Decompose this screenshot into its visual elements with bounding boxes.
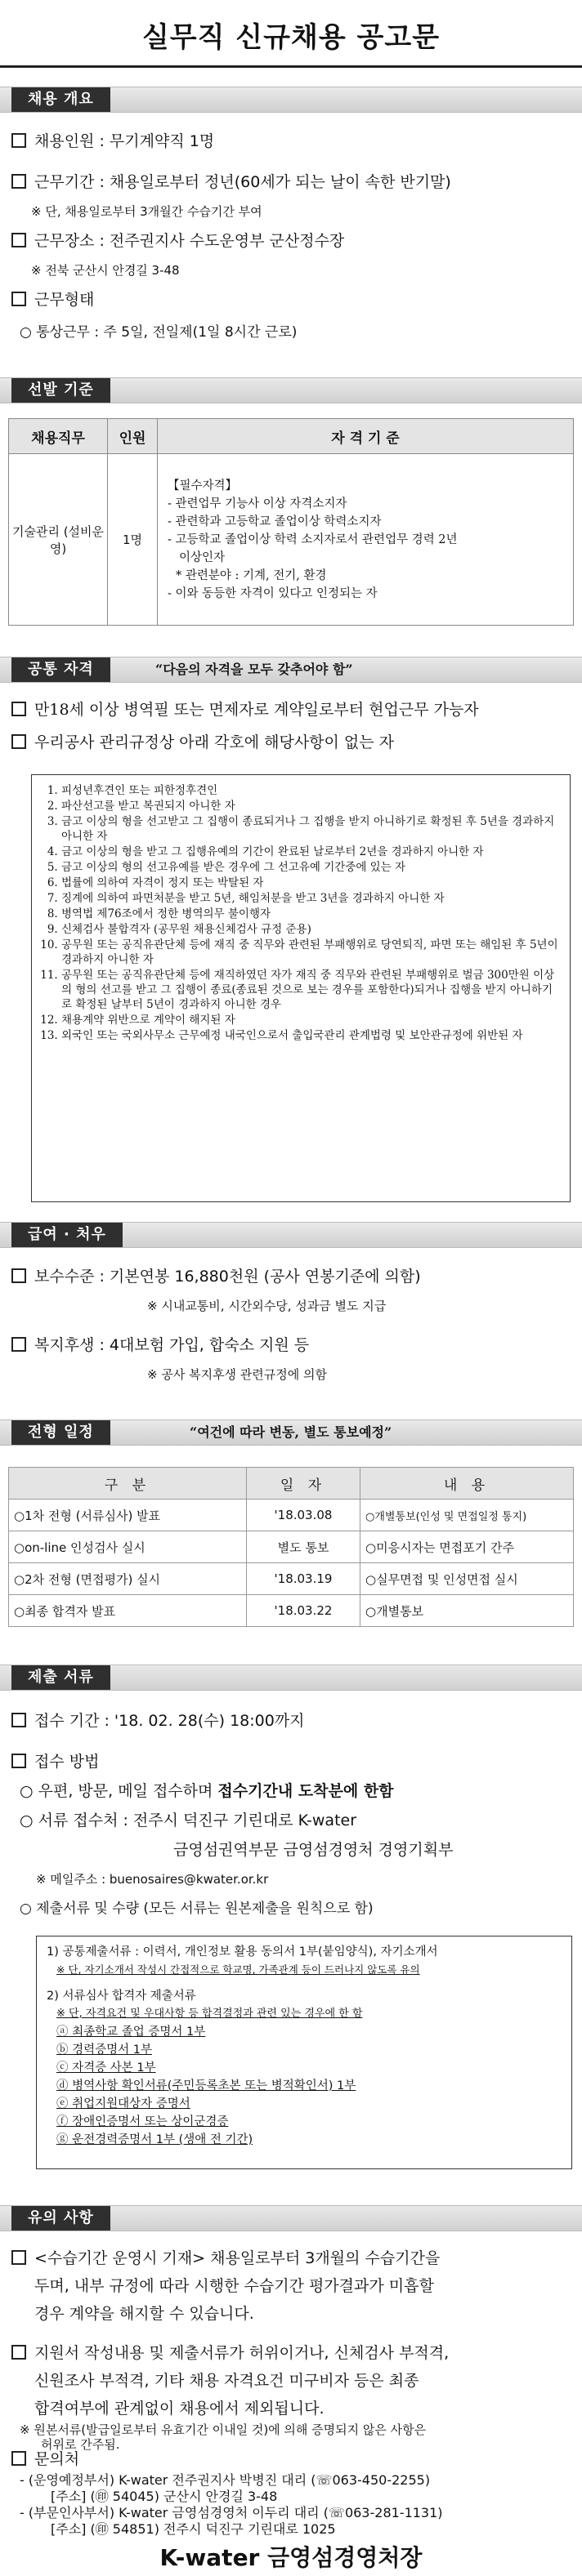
recruit-count: 채용인원 : 무기계약직 1명	[11, 131, 214, 152]
notice-false-docs: 지원서 작성내용 및 제출서류가 허위이거나, 신체검사 부적격,	[11, 2342, 449, 2364]
section-bar-schedule	[0, 1419, 582, 1446]
table-row: ○2차 전형 (면접평가) 실시 '18.03.19 ○실무면접 및 인성면접 실시	[9, 1563, 574, 1595]
pass-doc-item: ⓕ 장애인증명서 또는 상이군경증	[56, 2115, 229, 2128]
original-docs-note: 허위로 간주됨.	[41, 2437, 120, 2452]
section-label: 선발 기준	[11, 378, 110, 403]
schedule-table	[8, 1467, 574, 1627]
notice-probation-line: 경우 계약을 해지할 수 있습니다.	[34, 2305, 254, 2323]
notice-probation: <수습기간 운영시 기재> 채용일로부터 3개월의 수습기간을	[11, 2248, 440, 2269]
common-docs-note: ※ 단, 자기소개서 작성시 간접적으로 학교명, 가족관계 등이 드러나지 않도록 유의	[56, 1963, 420, 1976]
method-line: ○ 우편, 방문, 메일 접수하며 접수기간내 도착분에 한함	[20, 1782, 394, 1800]
disqualification-box	[31, 774, 571, 1202]
common-docs: 1) 공통제출서류 : 이력서, 개인정보 활용 동의서 1부(붙임양식), 자기소개서	[47, 1945, 438, 1959]
section-label: 전형 일정	[11, 1420, 110, 1445]
section-bar-salary	[0, 1222, 582, 1248]
table-row: ○1차 전형 (서류심사) 발표 '18.03.08 ○개별통보(인성 및 면접일정 통지)	[9, 1500, 574, 1531]
th-content: 내 용	[360, 1468, 574, 1500]
probation-note: ※ 단, 채용일로부터 3개월간 수습기간 부여	[31, 204, 262, 219]
original-docs-note: ※ 원본서류(발급일로부터 유효기간 이내일 것)에 의해 증명되지 않은 사항은	[20, 2422, 427, 2437]
criteria-table	[8, 418, 574, 626]
welfare: 복지후생 : 4대보험 가입, 합숙소 지원 등	[11, 1335, 309, 1356]
checkbox-icon	[11, 2451, 26, 2466]
documents-box	[36, 1936, 572, 2169]
section-bar-documents	[0, 1665, 582, 1691]
title-rule	[0, 65, 582, 68]
table-row: ○on-line 인성검사 실시 별도 통보 ○미응시자는 면접포기 간주	[9, 1531, 574, 1563]
checkbox-icon	[11, 734, 26, 749]
checkbox-icon	[11, 1754, 26, 1768]
section-note: “다음의 자격을 모두 갖추어야 함”	[155, 662, 353, 677]
th-category: 구 분	[9, 1468, 247, 1500]
checkbox-icon	[11, 702, 26, 716]
notice-false-docs-line: 합격여부에 관계없이 채용에서 제외됩니다.	[34, 2400, 325, 2418]
section-label: 유의 사항	[11, 2206, 110, 2231]
section-label: 급여 · 처우	[11, 1223, 123, 1247]
notice-false-docs-line: 신원조사 부적격, 기타 채용 자격요건 미구비자 등은 최종	[34, 2372, 419, 2390]
footer-signature: K-water 금영섬경영처장	[159, 2544, 423, 2571]
pass-docs-note: ※ 단, 자격요건 및 우대사항 등 합격결정과 관련 있는 경우에 한 함	[56, 2008, 363, 2020]
common-item-2: 우리공사 관리규정상 아래 각호에 해당사항이 없는 자	[11, 732, 394, 753]
th-qual: 자 격 기 준	[158, 419, 574, 454]
contact-title-visible: 문의처	[11, 2449, 79, 2470]
section-bar-criteria	[0, 377, 582, 403]
salary-level: 보수수준 : 기본연봉 16,880천원 (공사 연봉기준에 의함)	[11, 1266, 421, 1287]
checkbox-icon	[11, 1268, 26, 1283]
deadline: 접수 기간 : '18. 02. 28(수) 18:00까지	[11, 1710, 305, 1731]
checkbox-icon	[11, 2345, 26, 2360]
section-note: “여건에 따라 변동, 별도 통보예정”	[190, 1424, 392, 1440]
pass-doc-item: ⓒ 자격증 사본 1부	[56, 2061, 156, 2075]
section-label: 공통 자격	[11, 657, 110, 682]
pass-docs-title: 2) 서류심사 합격자 제출서류	[47, 1990, 196, 2003]
count-cell: 1명	[108, 454, 158, 626]
notice-probation-line: 두며, 내부 규정에 따라 시행한 수습기간 평가결과가 미흡할	[34, 2277, 434, 2295]
contact-hr: - (부문인사부서) K-water 금영섬경영처 이두리 대리 (☏063-281-1131)	[20, 2505, 443, 2520]
section-label: 제출 서류	[11, 1665, 110, 1690]
salary-note: ※ 시내교통비, 시간외수당, 성과금 별도 지급	[147, 1299, 387, 1313]
work-type: 근무형태	[11, 289, 94, 310]
th-job: 채용직무	[9, 419, 108, 454]
pass-doc-item: ⓑ 경력증명서 1부	[56, 2043, 152, 2057]
submit-to-dept: 금영섬권역부문 금영섬경영처 경영기획부	[173, 1841, 454, 1859]
pass-doc-item: ⓔ 취업지원대상자 증명서	[56, 2097, 190, 2110]
method-emphasis: 접수기간내 도착분에 한함	[217, 1782, 394, 1800]
work-period: 근무기간 : 채용일로부터 정년(60세가 되는 날이 속한 반기말)	[11, 172, 451, 193]
section-bar-common	[0, 657, 582, 683]
disqualification-list: 1. 피성년후견인 또는 피한정후견인 2. 파산선고를 받고 복권되지 아니한 자 3. 금고 이상의 형을 선고받고 그 집행이 종료되거나 그 집행을 받지 아니하기로 확정된 후 5년을 경과하지 아니한 자 4. 금고 이상의 형을 받고 그 집행유예의 기간이 완료된 날로부터 2년을 경과하지 아니한 자 5. 금고 이상의 형의 선고유예를 받은 경우에 그 선고유예 기간중에 있는 자 6. 법률에 의하여 자격이 정지 또는 박탈된 자 7. 징계에 의하여 파면처분을 받고 5년, 해임처분을 받고 3년을 경과하지 아니한 자 8. 병역법 제76조에서 정한 병역의무 불이행자 9. 신체검사 불합격자 (공무원 채용신체검사 규정 준용) 10. 공무원 또는 공직유관단체 등에 재직 중 직무와 관련된 부패행위로 당연퇴직, 파면 또는 해임된 후 5년이 경과하지 아니한 자 11. 공무원 또는 공직유관단체 등에 재직하였던 자가 재직 중 직무와 관련된 부패행위로 벌금 300만원 이상의 형의 선고를 받고 그 집행이 종료(종료된 것으로 보는 경우를 포함한다)되거나 집행을 받지 아니하기로 확정된 날부터 5년이 경과하지 아니한 경우 12. 채용계약 위반으로 계약이 해지된 자 13. 외국인 또는 국외사무소 근무예정 내국인으로서 출입국관리 관계법령 및 보안관규정에 위반된 자	[42, 783, 563, 1043]
pass-doc-item: ⓓ 병역사항 확인서류(주민등록초본 또는 병적확인서) 1부	[56, 2079, 356, 2092]
pass-doc-item: ⓖ 운전경력증명서 1부 (생애 전 기간)	[56, 2133, 253, 2146]
submit-to: ○ 서류 접수처 : 전주시 덕진구 기린대로 K-water	[20, 1812, 357, 1829]
contact-operating: - (운영예정부서) K-water 전주권지사 박병진 대리 (☏063-450-2255)	[20, 2472, 431, 2488]
th-count: 인원	[108, 419, 158, 454]
job-cell: 기술관리 (설비운영)	[9, 454, 108, 626]
checkbox-icon	[11, 2250, 26, 2265]
work-type-detail: ○ 통상근무 : 주 5일, 전일제(1일 8시간 근로)	[20, 324, 298, 341]
checkbox-icon	[11, 133, 26, 148]
table-row: ○최종 합격자 발표 '18.03.22 ○개별통보	[9, 1595, 574, 1627]
section-bar-notes	[0, 2205, 582, 2231]
contact-hr-address: [주소] (㊞ 54851) 전주시 덕진구 기린대로 1025	[51, 2521, 336, 2537]
contact-operating-address: [주소] (㊞ 54045) 군산시 안경길 3-48	[51, 2489, 278, 2504]
checkbox-icon	[11, 292, 26, 306]
section-bar-overview	[0, 87, 582, 113]
method-title: 접수 방법	[11, 1751, 99, 1772]
address-note: ※ 전북 군산시 안경길 3-48	[31, 263, 180, 278]
common-item-1: 만18세 이상 병역필 또는 면제자로 계약일로부터 현업근무 가능자	[11, 699, 479, 720]
checkbox-icon	[11, 1713, 26, 1727]
checkbox-icon	[11, 233, 26, 247]
docs-title: ○ 제출서류 및 수량 (모든 서류는 원본제출을 원칙으로 함)	[20, 1901, 374, 1917]
pass-doc-item: ⓐ 최종학교 졸업 증명서 1부	[56, 2026, 206, 2039]
welfare-note: ※ 공사 복지후생 관련규정에 의함	[147, 1367, 328, 1382]
qual-cell: 【필수자격】 - 관련업무 기능사 이상 자격소지자 - 관련학과 고등학교 졸업이상 학력소지자 - 고등학교 졸업이상 학력 소지자로서 관련업무 경력 2년 이상인자 * 관련분야 : 기계, 전기, 환경 - 이와 동등한 자격이 있다고 인정되는 자	[158, 454, 574, 626]
email-note: ※ 메일주소 : buenosaires@kwater.or.kr	[36, 1872, 269, 1887]
checkbox-icon	[11, 1337, 26, 1352]
page-title: 실무직 신규채용 공고문	[141, 21, 441, 54]
th-date: 일 자	[247, 1468, 360, 1500]
section-label: 채용 개요	[11, 87, 110, 112]
work-place: 근무장소 : 전주권지사 수도운영부 군산정수장	[11, 230, 344, 252]
checkbox-icon	[11, 174, 26, 189]
